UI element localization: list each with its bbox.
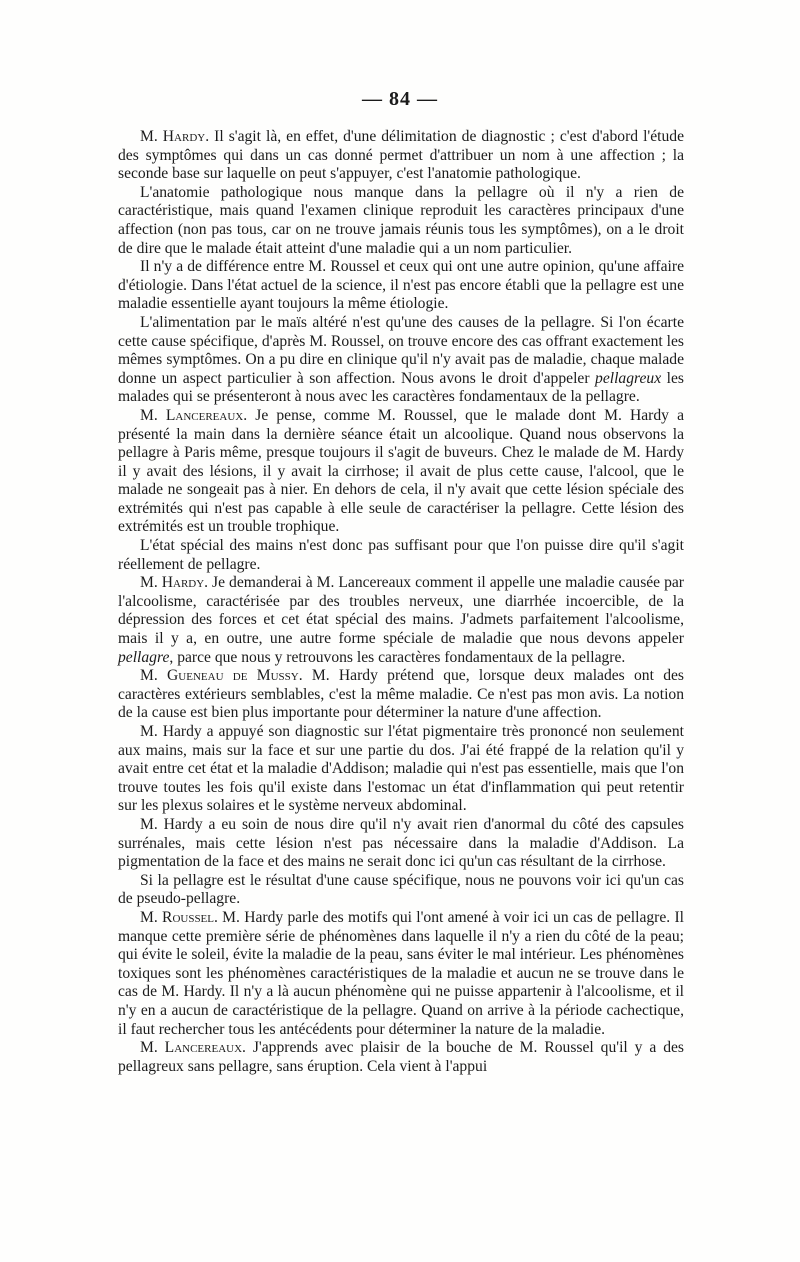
speaker-name: M. Hardy. xyxy=(140,128,210,145)
paragraph-7 xyxy=(118,574,684,667)
paragraph-text: L'anatomie pathologique nous manque dans la pellagre où il n'y a rien de caractéristique, mais quand l'examen clinique reproduit les caractères principaux d'une affection (non pas tous, car on ne trouve jamais réunis tous les symptômes), on a le droit de dire que le malade était atteint d'une maladie qui a un nom particulier. xyxy=(118,183,684,257)
paragraph-text: Il n'y a de différence entre M. Roussel et ceux qui ont une autre opinion, qu'une affaire d'étiologie. Dans l'état actuel de la science, il n'est pas encore établi que la pellagre est une maladie essentielle ayant toujours la même étiologie. xyxy=(118,258,684,313)
paragraph-text: M. Hardy parle des motifs qui l'ont amené à voir ici un cas de pellagre. Il manque cette première série de phénomènes dans laquelle il n'y a rien du côté de la peau; qui évite le soleil, évite la maladie de la peau, sans éviter le mal intérieur. Les phénomènes toxiques sont les phénomènes caractéristiques de la maladie et aucun ne se trouve dans le cas de M. Hardy. Il n'y a là aucun phénomène qui ne puisse appartenir à l'alcoolisme, et il n'y en a aucun de caractéristique de la pellagre. Quand on arrive à la période cachectique, il faut rechercher tous les antécédents pour déterminer la nature de la maladie. xyxy=(118,908,684,1038)
paragraph-1 xyxy=(118,128,684,184)
paragraph-8 xyxy=(118,667,684,723)
paragraph-text: Je pense, comme M. Roussel, que le malade dont M. Hardy a présenté la main dans la dernière séance était un alcoolique. Quand nous observons la pellagre à Paris même, presque toujours il s'agit de buveurs. Chez le malade de M. Hardy il y avait des lésions, il y avait la cirrhose; il avait de plus cette cause, l'alcool, que le malade ne songeait pas à nier. En dehors de cela, il n'y avait que cette lésion spéciale des extrémités qui n'est pas capable à elle seule de caractériser la pellagre. Cette lésion des extrémités est un trouble trophique. xyxy=(118,406,684,536)
paragraph-text: Si la pellagre est le résultat d'une cause spécifique, nous ne pouvons voir ici qu'un cas de pseudo-pellagre. xyxy=(118,871,684,908)
paragraph-text: M. Hardy prétend que, lorsque deux malades ont des caractères extérieurs semblables, c'est la même maladie. Ce n'est pas mon avis. La notion de la cause est bien plus importante pour déterminer la nature d'une affection. xyxy=(118,667,684,722)
paragraph-10 xyxy=(118,816,684,872)
paragraph-text: M. Hardy a eu soin de nous dire qu'il n'y avait rien d'anormal du côté des capsules surrénales, mais cette lésion n'est pas nécessaire dans la maladie d'Addison. La pigmentation de la face et des mains ne serait donc ici qu'un cas résultant de la cirrhose. xyxy=(118,815,684,871)
speaker-name: M. Lancereaux. xyxy=(140,1039,246,1057)
paragraph-text: les malades qui se présenteront à nous avec les caractères fondamentaux de la pellagre. xyxy=(118,369,684,406)
paragraph-5 xyxy=(118,407,684,537)
paragraph-text: Je demanderai à M. Lancereaux comment il appelle une maladie causée par l'alcoolisme, caractérisée par des troubles nerveux, une diarrhée incoercible, de la dépression des forces et cet état spécial des mains. J'admets parfaitement l'alcoolisme, mais il y a, en outre, une autre forme spéciale de maladie que nous devons appeler xyxy=(118,574,684,648)
page-number: — 84 — xyxy=(362,88,438,110)
paragraph-2 xyxy=(118,184,684,258)
paragraph-12 xyxy=(118,909,684,1039)
paragraph-text: L'état spécial des mains n'est donc pas suffisant pour que l'on puisse dire qu'il s'agit réellement de pellagre. xyxy=(118,537,684,573)
speaker-name: M. Gueneau de Mussy. xyxy=(140,667,303,685)
paragraph-13 xyxy=(118,1039,684,1076)
paragraph-text: , parce que nous y retrouvons les caractères fondamentaux de la pellagre. xyxy=(169,648,626,666)
speaker-name: M. Hardy. xyxy=(140,574,209,592)
speaker-name: M. Lancereaux. xyxy=(140,406,248,424)
paragraph-9 xyxy=(118,723,684,816)
paragraph-11 xyxy=(118,872,684,909)
paragraph-text: L'alimentation par le maïs altéré n'est qu'une des causes de la pellagre. Si l'on écarte cette cause spécifique, d'après M. Roussel, on trouve encore des cas offrant exactement les mêmes symptômes. On a pu dire en clinique qu'il n'y avait pas de maladie, chaque malade donne un aspect particulier à son affection. Nous avons le droit d'appeler xyxy=(118,313,684,387)
italic-term: pellagre xyxy=(118,648,170,666)
page-body-text xyxy=(118,128,684,1076)
italic-term: pellagreux xyxy=(595,369,662,387)
paragraph-text: Il s'agit là, en effet, d'une délimitation de diagnostic ; c'est d'abord l'étude des symptômes qui dans un cas donné permet d'attribuer un nom à une affection ; la seconde base sur laquelle on peut s'appuyer, c'est l'anatomie pathologique. xyxy=(118,128,684,183)
paragraph-text: M. Hardy a appuyé son diagnostic sur l'état pigmentaire très prononcé non seulement aux mains, mais sur la face et sur une partie du dos. J'ai été frappé de la relation qu'il y avait entre cet état et la maladie d'Addison; maladie qui n'est pas essentielle, mais que l'on trouve toutes les fois qu'il existe dans l'estomac un état d'inflammation qui peut retentir sur les plexus solaires et le système nerveux abdominal. xyxy=(118,723,684,815)
speaker-name: M. Roussel. xyxy=(140,908,218,926)
paragraph-3 xyxy=(118,258,684,314)
paragraph-6 xyxy=(118,537,684,574)
paragraph-text: J'apprends avec plaisir de la bouche de M. Roussel qu'il y a des pellagreux sans pellagre, sans éruption. Cela vient à l'appui xyxy=(118,1039,684,1075)
paragraph-4 xyxy=(118,314,684,407)
